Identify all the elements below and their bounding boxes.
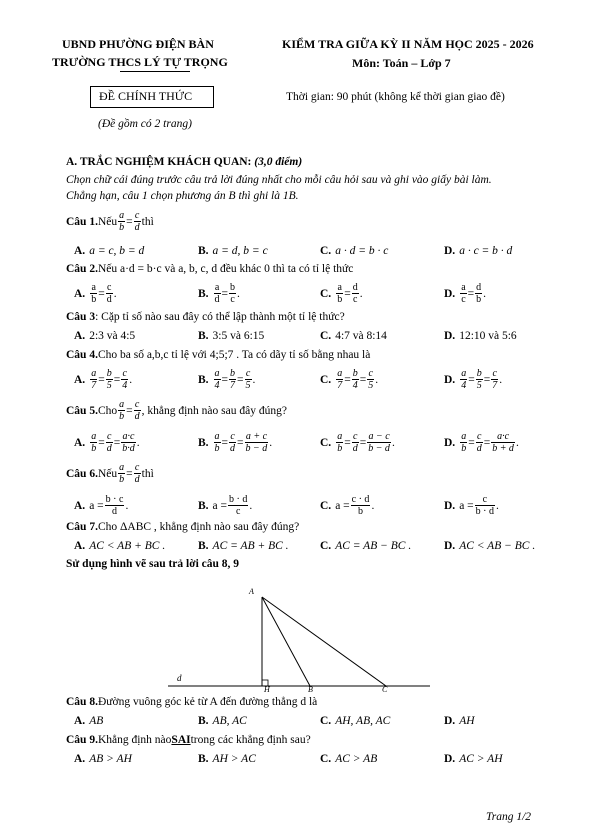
q6-option-d[interactable]: D. a = $\frac{c}{b \cdot d}$ . [444,494,499,517]
q2-option-c[interactable]: C. $\frac{a}{b}$ = $\frac{d}{c}$ . [320,282,363,305]
exam-title: KIỂM TRA GIỮA KỲ II NĂM HỌC 2025 - 2026 [282,37,534,51]
question-6: Câu 6. Nếu $\frac{a}{b}$ = $\frac{c}{d}$ thì [66,462,154,485]
q2-option-a[interactable]: A. $\frac{a}{b}$ = $\frac{c}{d}$ . [74,282,117,305]
segment-ac [262,597,386,686]
official-label: ĐỀ CHÍNH THỨC [99,89,193,103]
time-note: Thời gian: 90 phút (không kể thời gian giao đề) [286,91,505,103]
pages-note: (Đề gồm có 2 trang) [98,118,192,130]
q8-option-d[interactable]: D. AH [444,715,475,727]
q6-option-a[interactable]: A. a = $\frac{b \cdot c}{d}$ . [74,494,129,517]
q2-option-d[interactable]: D. $\frac{a}{c}$ = $\frac{d}{b}$ . [444,282,487,305]
subject: Môn: Toán – Lớp 7 [352,56,451,70]
question-9: Câu 9. Khẳng định nào SAI trong các khẳng định sau? [66,734,311,746]
q5-option-a[interactable]: A. $\frac{a}{b}$ = $\frac{c}{d}$ = $\frac{a\cdot c}{b\cdot d}$ . [74,431,140,454]
q3-option-a[interactable]: A. 2:3 và 4:5 [74,330,136,342]
segment-ab [262,597,310,686]
question-5: Câu 5. Cho $\frac{a}{b}$ = $\frac{c}{d}$ , khẳng định nào sau đây đúng? [66,399,287,422]
q1-option-d[interactable]: D. a · c = b · d [444,245,513,257]
label-h: H [264,685,270,694]
q8-option-a[interactable]: A. AB [74,715,104,727]
q9-option-a[interactable]: A. AB > AH [74,753,132,765]
q1-option-a[interactable]: A. a = c, b = d [74,245,145,257]
q7-option-c[interactable]: C. AC = AB − BC . [320,540,412,552]
school-name: TRƯỜNG THCS LÝ TỰ TRỌNG [52,55,228,69]
q5-option-c[interactable]: C. $\frac{a}{b}$ = $\frac{c}{d}$ = $\frac{a - c}{b - d}$ . [320,431,395,454]
label-b: B [308,685,313,694]
q9-option-b[interactable]: B. AH > AC [198,753,256,765]
q5-option-b[interactable]: B. $\frac{a}{b}$ = $\frac{c}{d}$ = $\frac{a + c}{b - d}$ . [198,431,273,454]
label-c: C [382,685,388,694]
q3-option-c[interactable]: C. 4:7 và 8:14 [320,330,387,342]
q3-option-d[interactable]: D. 12:10 và 5:6 [444,330,517,342]
q1-option-b[interactable]: B. a = d, b = c [198,245,268,257]
q4-option-d[interactable]: D. $\frac{a}{4}$ = $\frac{b}{5}$ = $\frac{c}{7}$ . [444,368,503,391]
instruction-line-2: Chẳng hạn, câu 1 chọn phương án B thì ghi là 1B. [66,190,299,202]
q9-option-c[interactable]: C. AC > AB [320,753,378,765]
q3-option-b[interactable]: B. 3:5 và 6:15 [198,330,265,342]
q4-option-c[interactable]: C. $\frac{a}{7}$ = $\frac{b}{4}$ = $\frac{c}{5}$ . [320,368,379,391]
question-8: Câu 8. Đường vuông góc kẻ từ A đến đường thẳng d là [66,696,318,708]
question-7: Câu 7. Cho ΔABC , khẳng định nào sau đây đúng? [66,521,300,533]
q9-option-d[interactable]: D. AC > AH [444,753,503,765]
q4-option-b[interactable]: B. $\frac{a}{4}$ = $\frac{b}{7}$ = $\frac{c}{5}$ . [198,368,256,391]
q4-option-a[interactable]: A. $\frac{a}{7}$ = $\frac{b}{5}$ = $\frac{c}{4}$ . [74,368,133,391]
q2-option-b[interactable]: B. $\frac{a}{d}$ = $\frac{b}{c}$ . [198,282,240,305]
figure-intro: Sử dụng hình vẽ sau trả lời câu 8, 9 [66,558,240,570]
label-d: d [177,673,182,683]
q1-option-c[interactable]: C. a · d = b · c [320,245,389,257]
question-1: Câu 1. Nếu $\frac{a}{b}$ = $\frac{c}{d}$ thì [66,210,154,233]
instruction-line-1: Chọn chữ cái đúng trước câu trả lời đúng nhất cho mỗi câu hỏi sau và ghi vào giấy bài làm. [66,174,492,186]
q7-option-d[interactable]: D. AC < AB − BC . [444,540,536,552]
question-4: Câu 4. Cho ba số a,b,c tỉ lệ với 4;5;7 . Ta có dãy tỉ số bằng nhau là [66,349,371,361]
q8-option-b[interactable]: B. AB, AC [198,715,247,727]
page-number: Trang 1/2 [486,811,532,823]
section-title: A. TRẮC NGHIỆM KHÁCH QUAN: (3,0 điểm) [66,156,303,168]
q6-option-b[interactable]: B. a = $\frac{b \cdot d}{c}$ . [198,494,253,517]
q7-option-b[interactable]: B. AC = AB + BC . [198,540,289,552]
school-authority: UBND PHƯỜNG ĐIỆN BÀN [62,37,214,51]
q7-option-a[interactable]: A. AC < AB + BC . [74,540,166,552]
question-3: Câu 3 : Cặp tỉ số nào sau đây có thể lập thành một tỉ lệ thức? [66,311,345,323]
question-2: Câu 2. Nếu a·d = b·c và a, b, c, d đều khác 0 thì ta có tỉ lệ thức [66,263,354,275]
q5-option-d[interactable]: D. $\frac{a}{b}$ = $\frac{c}{d}$ = $\frac{a\cdot c}{b + d}$ . [444,431,519,454]
q6-option-c[interactable]: C. a = $\frac{c \cdot d}{b}$ . [320,494,375,517]
label-a: A [249,587,254,596]
q8-option-c[interactable]: C. AH, AB, AC [320,715,391,727]
